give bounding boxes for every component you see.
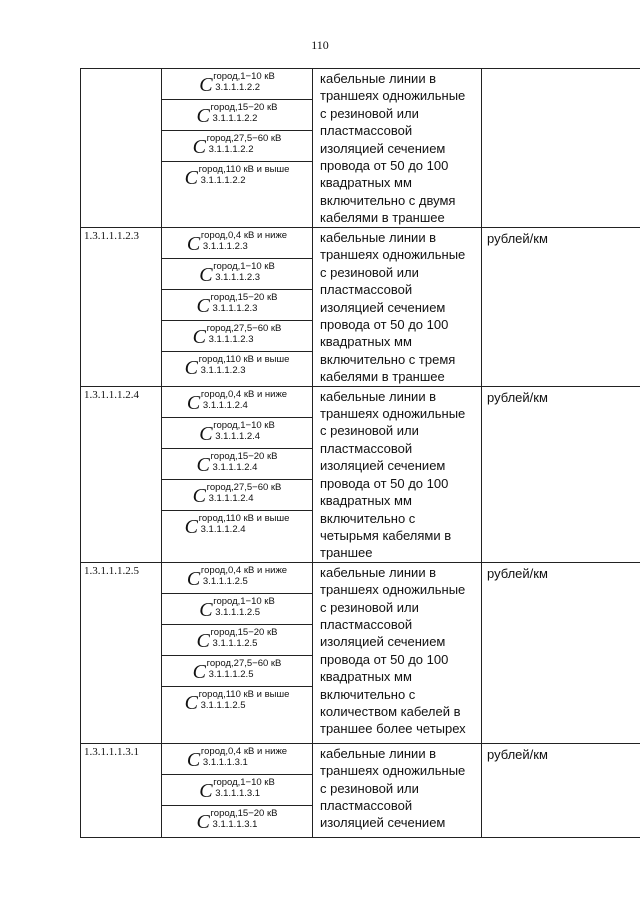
symbol-superscript: город,1−10 кВ (213, 776, 275, 788)
description-line: квадратных мм (320, 493, 412, 509)
symbol-letter: C (192, 326, 206, 348)
symbol-subscript: 3.1.1.1.2.5 (215, 606, 261, 618)
description-line: включительно с двумя (320, 192, 456, 208)
symbol-cell (162, 562, 313, 743)
description-line: изоляцией сечением (320, 299, 446, 315)
symbol-subscript: 3.1.1.1.2.3 (200, 365, 246, 376)
symbol-superscript: город,0,4 кВ и ниже (200, 564, 288, 576)
description-line: включительно с (320, 686, 416, 702)
unit-cell: рублей/км (482, 743, 640, 837)
description-line: провода от 50 до 100 (320, 475, 449, 491)
symbol-superscript: город,27,5−60 кВ (206, 133, 282, 144)
symbol-letter: C (199, 74, 213, 96)
rate-symbol (162, 259, 312, 290)
unit-cell: рублей/км (482, 228, 640, 387)
description-line: с резиновой или (320, 423, 419, 439)
symbol-letter: C (192, 484, 206, 507)
rate-symbol (162, 594, 312, 625)
symbol-superscript: город,15−20 кВ (210, 102, 278, 113)
symbol-subscript: 3.1.1.1.2.3 (202, 241, 248, 252)
symbol-subscript: 3.1.1.1.2.4 (215, 430, 261, 442)
description-line: с резиновой или (320, 599, 419, 615)
symbol-letter: C (186, 748, 201, 771)
description-line: с резиновой или (320, 105, 419, 121)
symbol-letter: C (184, 515, 198, 538)
symbol-superscript: город,15−20 кВ (210, 626, 278, 638)
row-code (81, 69, 162, 228)
description-line: кабельные линии в (320, 230, 437, 245)
symbol-subscript: 3.1.1.1.2.2 (215, 82, 261, 93)
symbol-subscript: 3.1.1.1.2.5 (208, 668, 254, 680)
description-line: траншее (320, 545, 373, 561)
rates-table (80, 68, 640, 838)
description-line: кабельные линии в (320, 745, 437, 761)
symbol-subscript: 3.1.1.1.2.3 (212, 303, 258, 314)
symbol-subscript: 3.1.1.1.2.3 (215, 272, 261, 283)
symbol-subscript: 3.1.1.1.2.4 (202, 399, 248, 411)
description-line: с резиновой или (320, 264, 419, 280)
row-code: 1.3.1.1.1.3.1 (81, 743, 162, 837)
description-line: кабелями в траншее (320, 210, 445, 226)
rate-symbol (162, 511, 312, 542)
description-line: изоляцией сечением (320, 140, 446, 156)
rate-symbol (162, 418, 312, 449)
symbol-letter: C (196, 629, 210, 652)
rate-symbol (162, 480, 312, 511)
unit-cell: рублей/км (482, 562, 640, 743)
description-line: пластмассовой (320, 123, 413, 139)
symbol-superscript: город,15−20 кВ (210, 450, 278, 462)
symbol-superscript: город,110 кВ и выше (198, 164, 290, 175)
description-line: пластмассовой (320, 440, 413, 456)
description-line: изоляцией сечением (320, 815, 446, 831)
symbol-letter: C (199, 264, 213, 286)
table-row (81, 228, 640, 387)
description-line: квадратных мм (320, 175, 412, 191)
rate-symbol (162, 656, 312, 687)
symbol-superscript: город,1−10 кВ (213, 261, 275, 272)
table-row (81, 562, 640, 743)
rate-symbol (162, 775, 312, 806)
symbol-superscript: город,0,4 кВ и ниже (200, 388, 288, 400)
symbol-letter: C (184, 167, 198, 189)
description-line: траншеях одножильные (320, 582, 466, 598)
symbol-subscript: 3.1.1.1.3.1 (202, 756, 248, 768)
symbol-letter: C (199, 779, 213, 802)
rate-symbol (162, 806, 312, 837)
description-line: траншеях одножильные (320, 406, 466, 422)
symbol-letter: C (186, 391, 201, 414)
rate-symbol (162, 100, 312, 131)
symbol-subscript: 3.1.1.1.2.4 (200, 523, 246, 535)
symbol-superscript: город,15−20 кВ (210, 292, 278, 303)
unit-cell (482, 69, 640, 228)
symbol-subscript: 3.1.1.1.2.2 (208, 144, 254, 155)
symbol-superscript: город,15−20 кВ (210, 807, 278, 819)
description-line: провода от 50 до 100 (320, 317, 449, 333)
symbol-letter: C (184, 357, 198, 379)
rate-symbol (162, 625, 312, 656)
rate-symbol (162, 387, 312, 418)
symbol-superscript: город,0,4 кВ и ниже (200, 745, 288, 757)
symbol-subscript: 3.1.1.1.2.2 (212, 113, 258, 124)
symbol-letter: C (186, 233, 201, 255)
symbol-superscript: город,1−10 кВ (213, 595, 275, 607)
symbol-subscript: 3.1.1.1.2.3 (208, 334, 254, 345)
symbol-letter: C (192, 136, 206, 158)
rate-symbol (162, 69, 312, 100)
symbol-letter: C (199, 422, 213, 445)
symbol-cell (162, 743, 313, 837)
description-line: изоляцией сечением (320, 634, 446, 650)
description-line: включительно с тремя (320, 351, 456, 367)
description-line: включительно с (320, 510, 416, 526)
row-code: 1.3.1.1.1.2.5 (81, 562, 162, 743)
table-row (81, 69, 640, 228)
description-line: пластмассовой (320, 797, 413, 813)
description-cell (313, 386, 482, 562)
description-line: провода от 50 до 100 (320, 651, 449, 667)
symbol-letter: C (186, 567, 201, 590)
description-line: траншеях одножильные (320, 247, 466, 263)
symbol-subscript: 3.1.1.1.2.4 (212, 461, 258, 473)
table-row (81, 743, 640, 837)
row-code: 1.3.1.1.1.2.4 (81, 386, 162, 562)
symbol-subscript: 3.1.1.1.3.1 (212, 818, 258, 830)
symbol-letter: C (199, 598, 213, 621)
symbol-superscript: город,1−10 кВ (213, 419, 275, 431)
symbol-superscript: город,27,5−60 кВ (206, 657, 282, 669)
symbol-subscript: 3.1.1.1.2.5 (202, 575, 248, 587)
symbol-letter: C (196, 295, 210, 317)
symbol-superscript: город,27,5−60 кВ (206, 481, 282, 493)
description-cell (313, 69, 482, 228)
description-line: с резиновой или (320, 780, 419, 796)
rate-symbol (162, 162, 312, 227)
description-line: пластмассовой (320, 616, 413, 632)
symbol-superscript: город,0,4 кВ и ниже (200, 230, 288, 241)
symbol-subscript: 3.1.1.1.2.5 (200, 699, 246, 711)
rate-symbol (162, 687, 312, 743)
rate-symbol (162, 563, 312, 594)
rate-symbol (162, 321, 312, 352)
symbol-subscript: 3.1.1.1.2.4 (208, 492, 254, 504)
rate-symbol (162, 131, 312, 162)
page-number: 110 (311, 38, 329, 52)
rate-symbol (162, 228, 312, 259)
description-line: квадратных мм (320, 334, 412, 350)
description-line: количеством кабелей в (320, 703, 461, 719)
symbol-cell (162, 228, 313, 387)
description-cell (313, 228, 482, 387)
symbol-superscript: город,1−10 кВ (213, 71, 275, 82)
row-code: 1.3.1.1.1.2.3 (81, 228, 162, 387)
description-line: кабелями в траншее (320, 369, 445, 385)
rate-symbol (162, 290, 312, 321)
description-cell (313, 743, 482, 837)
symbol-cell (162, 386, 313, 562)
description-line: траншеях одножильные (320, 763, 466, 779)
symbol-letter: C (184, 691, 198, 714)
symbol-letter: C (192, 660, 206, 683)
rate-symbol (162, 449, 312, 480)
symbol-subscript: 3.1.1.1.3.1 (215, 787, 261, 799)
description-line: изоляцией сечением (320, 458, 446, 474)
description-line: кабельные линии в (320, 388, 437, 404)
symbol-superscript: город,110 кВ и выше (198, 354, 290, 365)
unit-cell: рублей/км (482, 386, 640, 562)
symbol-cell (162, 69, 313, 228)
description-line: кабельные линии в (320, 71, 437, 86)
rate-symbol (162, 352, 312, 383)
symbol-subscript: 3.1.1.1.2.2 (200, 175, 246, 186)
description-line: кабельные линии в (320, 564, 437, 580)
symbol-superscript: город,110 кВ и выше (198, 512, 290, 524)
description-line: четырьмя кабелями в (320, 527, 452, 543)
symbol-letter: C (196, 453, 210, 476)
rate-symbol (162, 744, 312, 775)
description-line: траншеях одножильные (320, 88, 466, 104)
symbol-superscript: город,110 кВ и выше (198, 688, 290, 700)
description-line: провода от 50 до 100 (320, 158, 449, 174)
symbol-subscript: 3.1.1.1.2.5 (212, 637, 258, 649)
description-cell (313, 562, 482, 743)
description-line: траншее более четырех (320, 721, 466, 737)
description-line: пластмассовой (320, 282, 413, 298)
description-line: квадратных мм (320, 669, 412, 685)
table-row (81, 386, 640, 562)
symbol-letter: C (196, 105, 210, 127)
symbol-letter: C (196, 810, 210, 833)
symbol-superscript: город,27,5−60 кВ (206, 323, 282, 334)
